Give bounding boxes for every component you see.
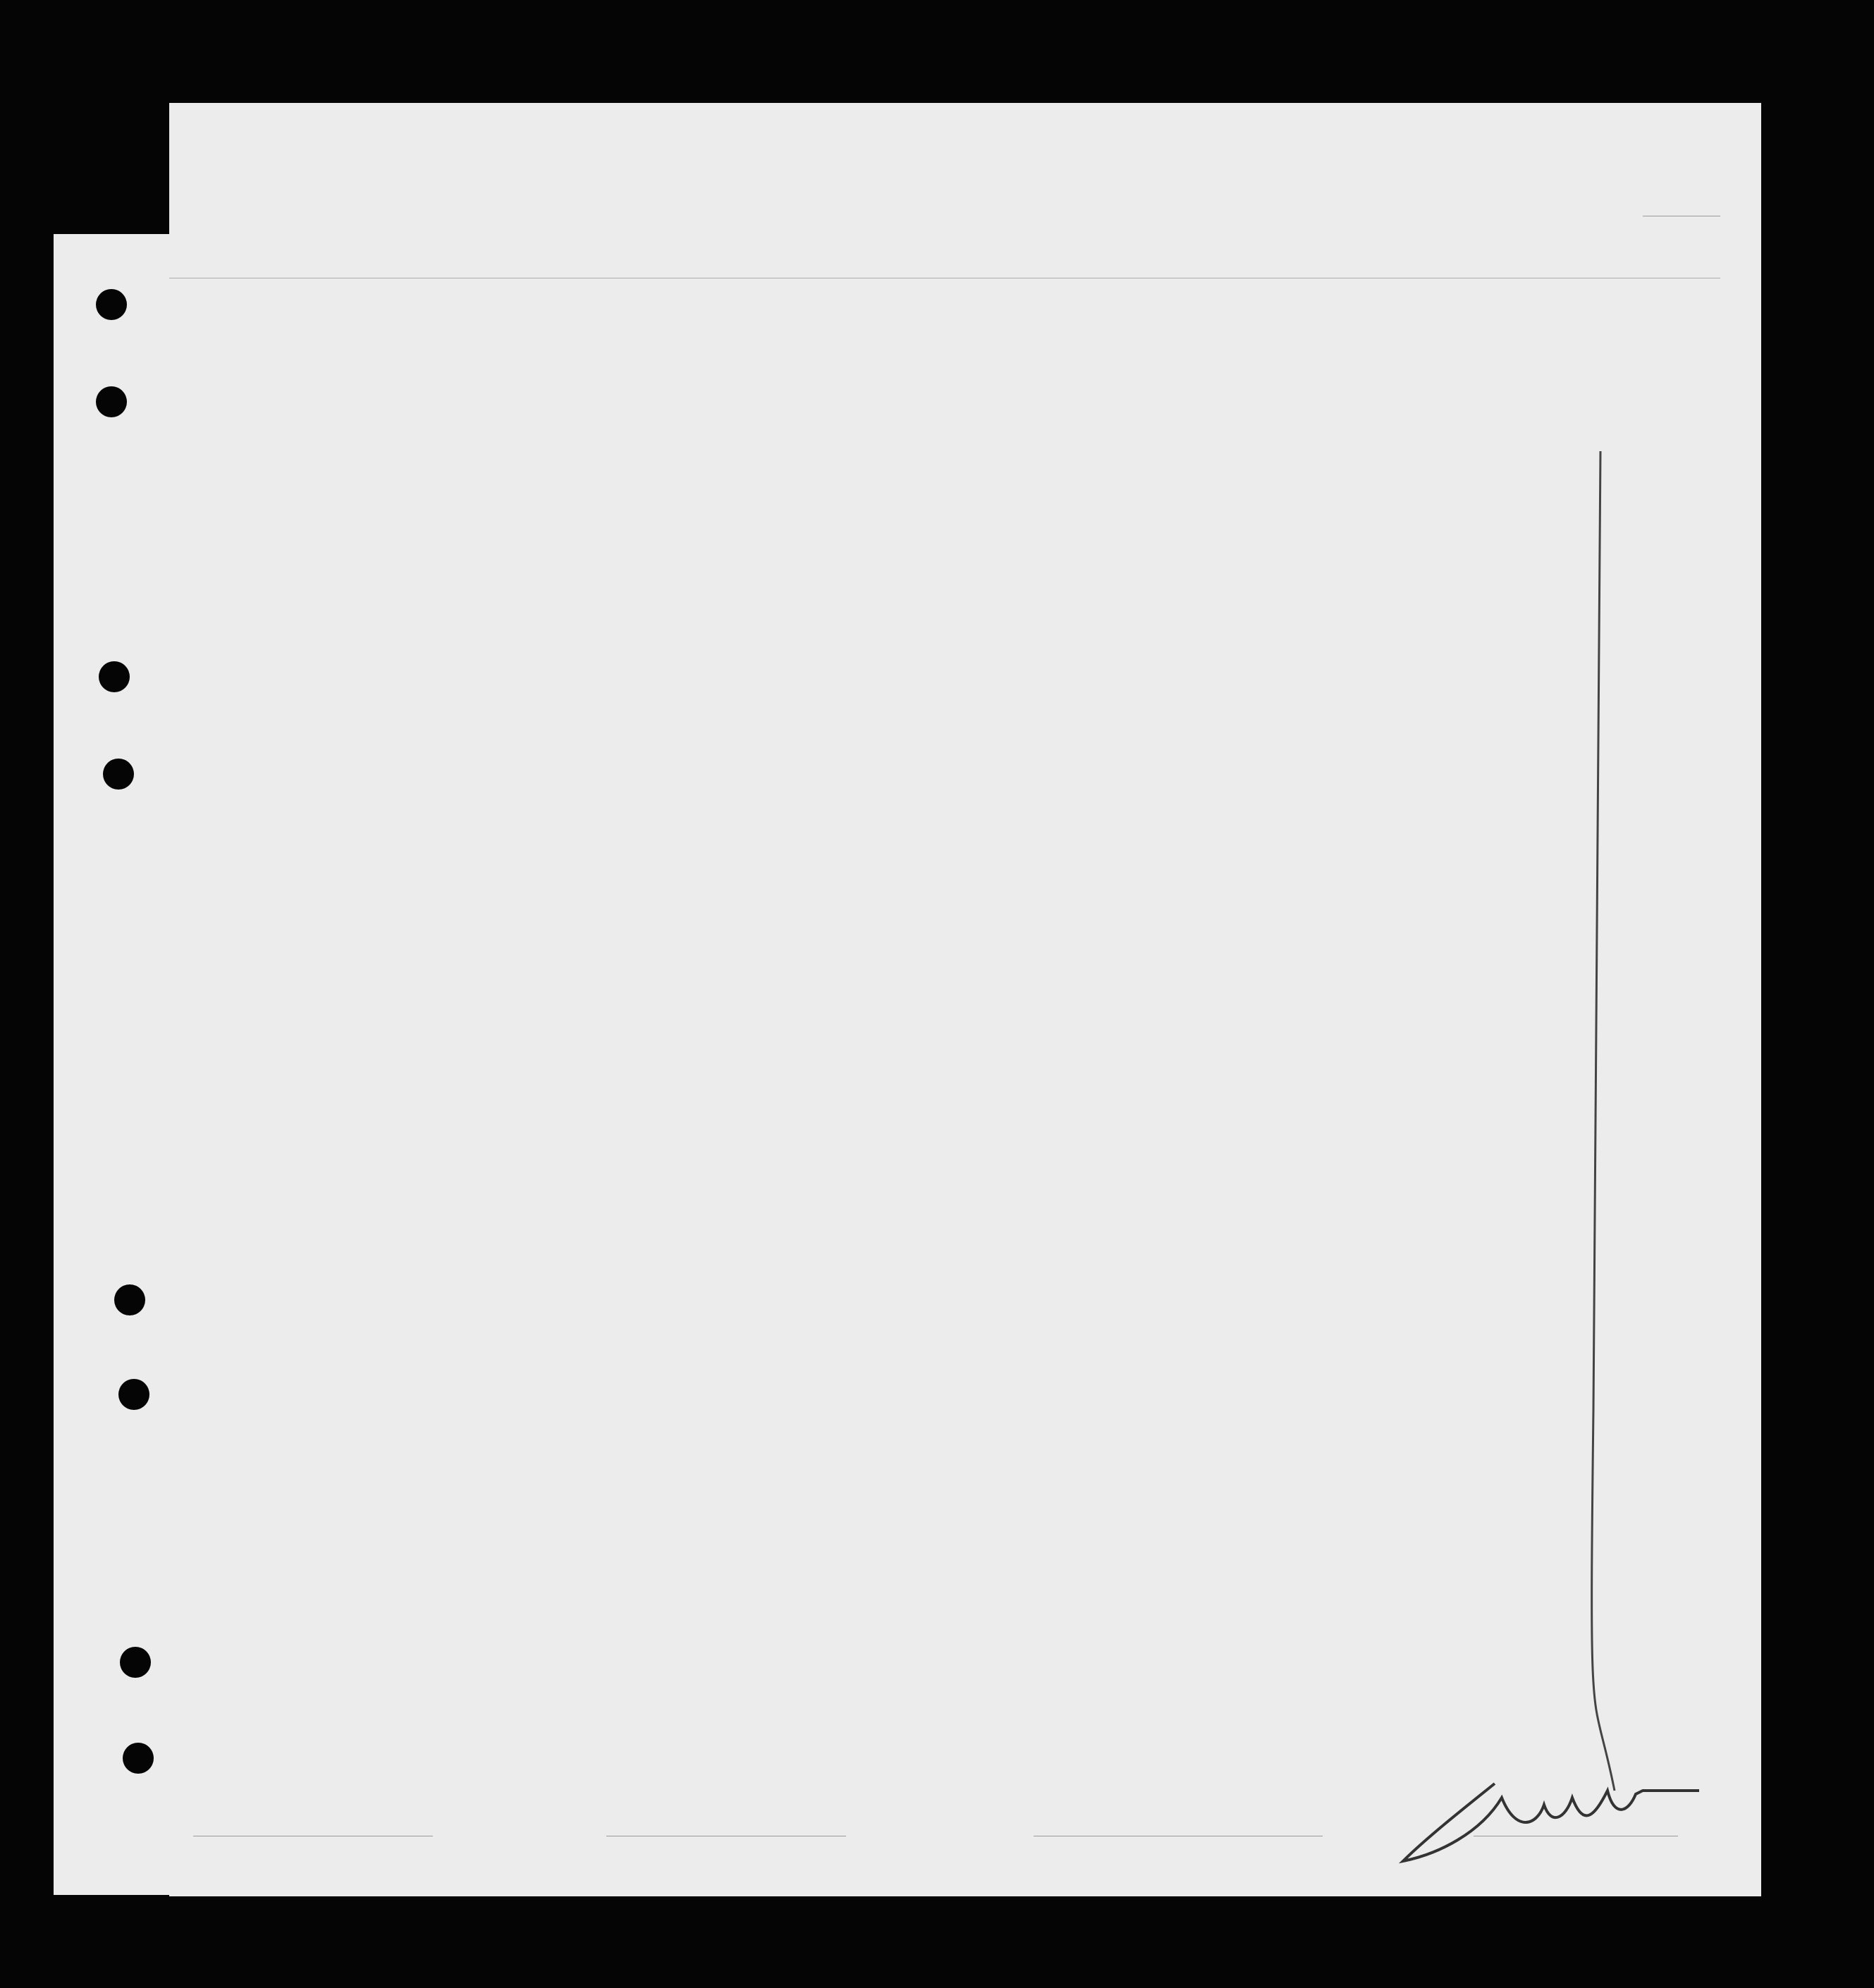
col-action-header [1543,290,1702,299]
col-name-header [162,289,564,292]
punch-hole [118,1379,149,1410]
punch-hole [96,386,127,417]
punch-hole [96,289,127,320]
punch-hole [120,1647,151,1678]
punch-hole [123,1743,154,1774]
col-service-header [568,290,650,296]
manifest-sheet [169,103,1761,1896]
punch-hole [99,661,130,692]
col-country-header [1052,290,1165,295]
col-remarks-header [1382,290,1540,295]
punch-hole [103,759,134,790]
col-shipped-header [797,290,990,300]
paper-torn-edge [54,234,173,1895]
action-bracket-line [1572,423,1629,1798]
officer-signature [1396,1769,1706,1868]
punch-hole [114,1284,145,1315]
col-discharged-header [990,290,1048,295]
col-position-header [656,290,790,307]
col-no-header [125,290,168,295]
